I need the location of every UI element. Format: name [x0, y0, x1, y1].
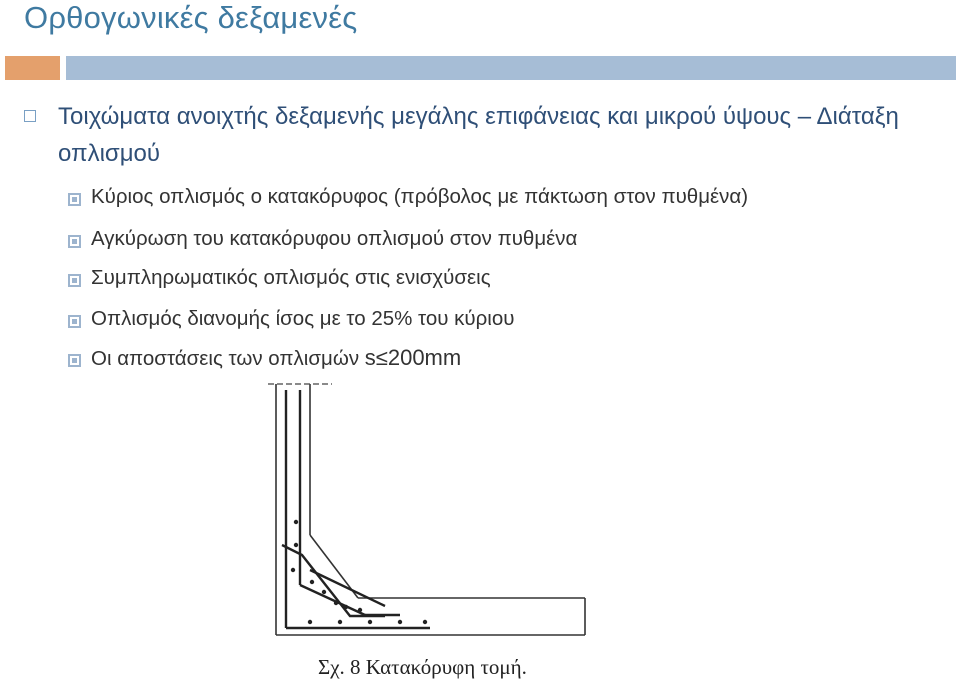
sub-bullet — [68, 225, 948, 257]
square-bullet-icon — [68, 354, 81, 367]
rebar-dot — [322, 590, 326, 594]
rebar-dot — [368, 620, 372, 624]
rebar-dot — [308, 620, 312, 624]
rebar-dot — [294, 520, 298, 524]
sub-bullet-text: Οπλισμός διανομής ίσος με το 25% του κύριου — [91, 307, 515, 330]
sub-bullet-text: Συμπληρωματικός οπλισμός στις ενισχύσεις — [91, 266, 491, 289]
rebar-dot — [398, 620, 402, 624]
spacing-value: s≤200mm — [364, 345, 462, 370]
square-bullet-icon — [68, 235, 81, 248]
spacing-prefix: Οι αποστάσεις των οπλισμών — [91, 347, 360, 370]
rebar-dot — [291, 568, 295, 572]
rebar-top-slab — [310, 570, 385, 606]
section-drawing — [250, 370, 600, 670]
sub-bullet-text: Αγκύρωση του κατακόρυφου οπλισμού στον πυθμένα — [91, 227, 578, 250]
accent-bar-blue — [66, 56, 956, 80]
sub-bullet-text — [91, 344, 461, 373]
rebar-dot — [310, 580, 314, 584]
rebar-dot — [358, 608, 362, 612]
accent-bar-orange — [5, 56, 60, 80]
square-bullet-icon — [68, 193, 81, 206]
sub-bullet — [68, 305, 948, 337]
slide-title: Ορθογωνικές δεξαμενές — [24, 0, 358, 35]
rebar-dot — [334, 601, 338, 605]
square-bullet-icon — [68, 274, 81, 287]
figure-caption: Σχ. 8 Κατακόρυφη τομή. — [318, 655, 527, 679]
rebar-dot — [294, 543, 298, 547]
rebar-bent — [300, 585, 365, 615]
rebar-dot — [344, 605, 348, 609]
sub-bullet — [68, 264, 948, 296]
rebar-dot — [423, 620, 427, 624]
rebar-dot — [338, 620, 342, 624]
sub-bullet — [68, 183, 948, 215]
hollow-square-bullet-icon — [24, 110, 36, 122]
square-bullet-icon — [68, 315, 81, 328]
main-bullet-text: Τοιχώματα ανοιχτής δεξαμενής μεγάλης επιφάνειας και μικρού ύψους – Διάταξη οπλισμού — [58, 103, 899, 167]
sub-bullet-text: Κύριος οπλισμός ο κατακόρυφος (πρόβολος με πάκτωση στον πυθμένα) — [91, 185, 749, 208]
